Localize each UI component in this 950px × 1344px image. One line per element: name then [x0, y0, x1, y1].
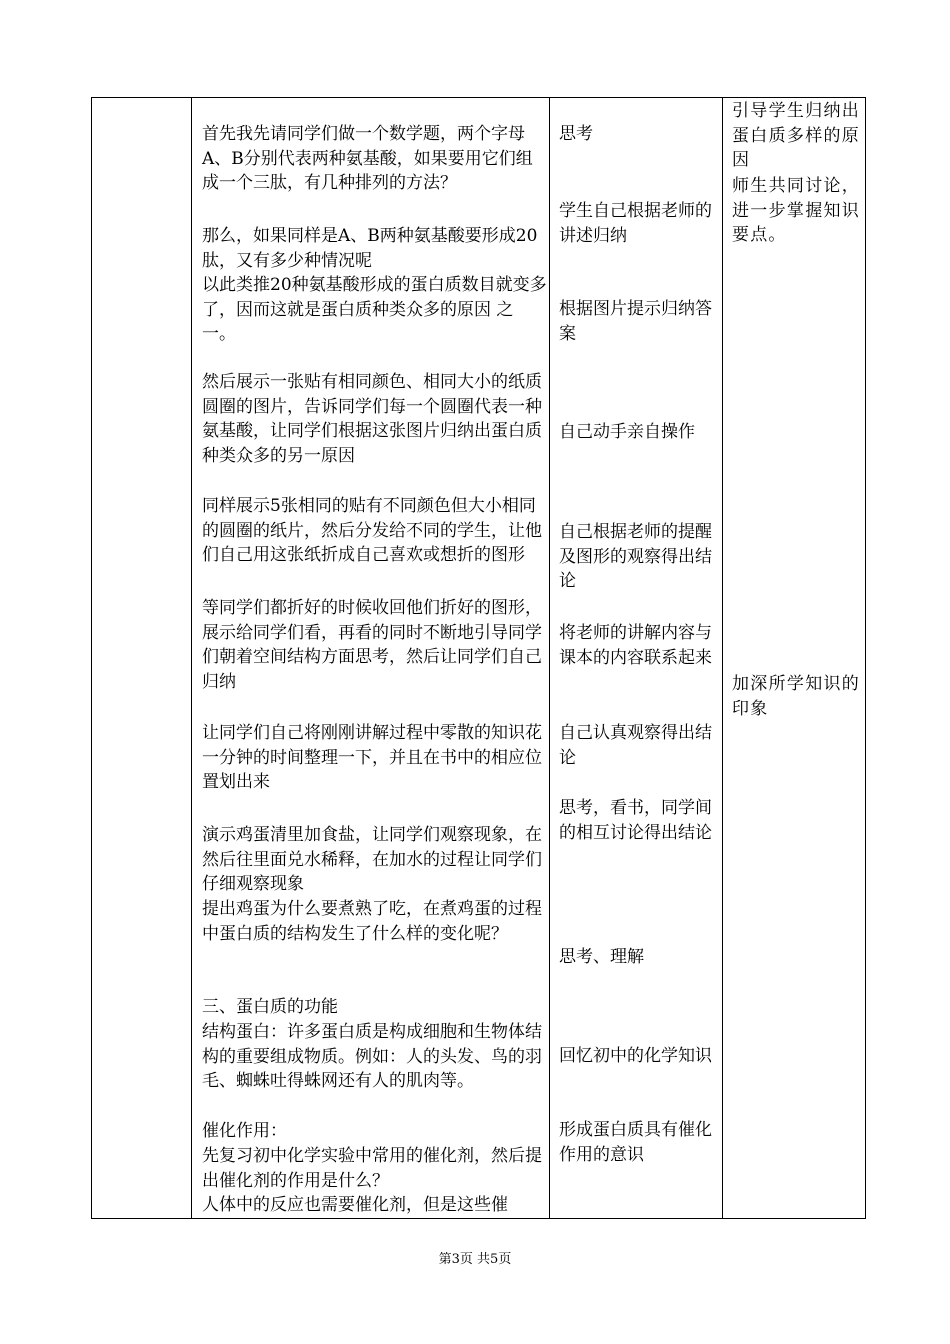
- student-activity-text: 思考: [559, 124, 593, 144]
- design-intent-text: 师生共同讨论，进一步掌握知识要点。: [732, 176, 860, 245]
- student-activity-text: 学生自己根据老师的讲述归纳: [559, 201, 712, 246]
- design-intent-text: 引导学生归纳出蛋白质多样的原因: [732, 101, 860, 170]
- teacher-activity-text: 然后展示一张贴有相同颜色、相同大小的纸质圆圈的图片，告诉同学们每一个圆圈代表一种氨基酸，让同学们根据这张图片归纳出蛋白质种类众多的另一原因: [202, 372, 542, 466]
- teacher-activity-text: 同样展示5张相同的贴有不同颜色但大小相同的圆圈的纸片，然后分发给不同的学生，让他们自己用这张纸折成自己喜欢或想折的图形: [202, 496, 542, 565]
- teacher-activity-text: 提出鸡蛋为什么要煮熟了吃，在煮鸡蛋的过程中蛋白质的结构发生了什么样的变化呢？: [202, 899, 542, 944]
- design-intent-text: 加深所学知识的印象: [732, 674, 860, 719]
- page-footer: 第3页 共5页: [438, 1252, 512, 1267]
- student-activity-text: 思考，看书，同学间的相互讨论得出结论: [559, 798, 712, 843]
- teacher-activity-text: 结构蛋白：许多蛋白质是构成细胞和生物体结构的重要组成物质。例如：人的头发、鸟的羽毛、蜘蛛吐得蛛网还有人的肌肉等。: [202, 1022, 542, 1091]
- student-activity-text: 自己动手亲自操作: [559, 422, 695, 442]
- teacher-activity-text: 人体中的反应也需要催化剂，但是这些催: [202, 1195, 508, 1215]
- student-activity-text: 回忆初中的化学知识: [559, 1046, 712, 1066]
- student-activity-text: 将老师的讲解内容与课本的内容联系起来: [559, 623, 712, 668]
- teacher-activity-text: 首先我先请同学们做一个数学题，两个字母A、B分别代表两种氨基酸，如果要用它们组成一个三肽，有几种排列的方法？: [202, 124, 533, 193]
- teacher-activity-text: 以此类推20种氨基酸形成的蛋白质数目就变多了，因而这就是蛋白质种类众多的原因 之一。: [202, 275, 547, 344]
- teacher-activity-text: 那么，如果同样是A、B两种氨基酸要形成20肽，又有多少种情况呢: [202, 226, 538, 271]
- student-activity-text: 自己根据老师的提醒及图形的观察得出结论: [559, 522, 712, 591]
- teacher-activity-text: 催化作用：: [202, 1121, 287, 1141]
- teacher-activity-text: 让同学们自己将刚刚讲解过程中零散的知识花一分钟的时间整理一下，并且在书中的相应位置划出来: [202, 723, 542, 792]
- teacher-activity-text: 演示鸡蛋清里加食盐，让同学们观察现象，在然后往里面兑水稀释，在加水的过程让同学们仔细观察现象: [202, 825, 542, 894]
- lesson-table: [91, 97, 866, 1219]
- teacher-activity-text: 先复习初中化学实验中常用的催化剂，然后提出催化剂的作用是什么？: [202, 1146, 542, 1191]
- student-activity-text: 自己认真观察得出结论: [559, 723, 712, 768]
- teacher-activity-text: 等同学们都折好的时候收回他们折好的图形，展示给同学们看，再看的同时不断地引导同学们朝着空间结构方面思考，然后让同学们自己归纳: [202, 598, 542, 692]
- column-divider: [191, 98, 192, 1218]
- student-activity-text: 形成蛋白质具有催化作用的意识: [559, 1120, 712, 1165]
- column-divider: [549, 98, 550, 1218]
- section-heading: 三、蛋白质的功能: [202, 997, 338, 1017]
- column-divider: [722, 98, 723, 1218]
- student-activity-text: 根据图片提示归纳答案: [559, 299, 712, 344]
- student-activity-text: 思考、理解: [559, 947, 644, 967]
